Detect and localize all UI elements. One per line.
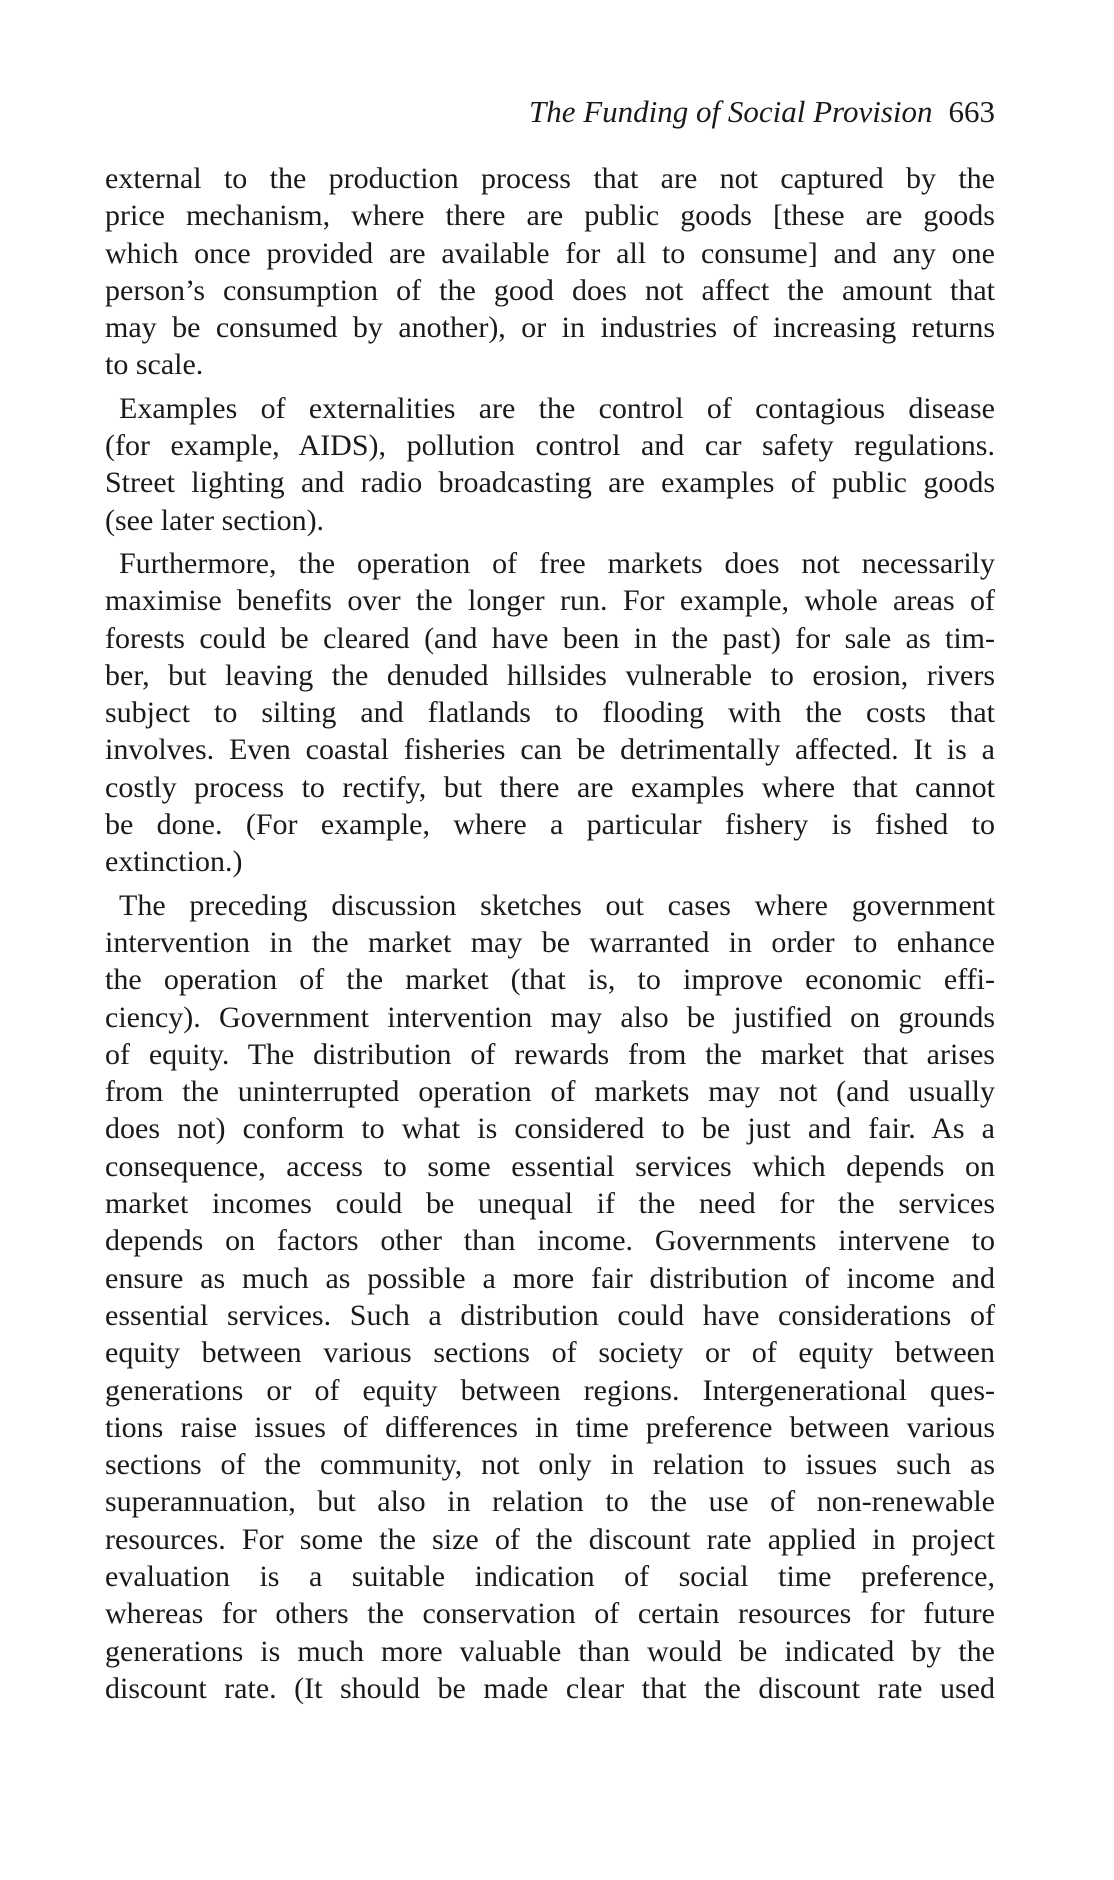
text-line: does not) conform to what is considered to be just and fair. As a [105, 1112, 995, 1146]
text-line: superannuation, but also in relation to the use of non-renewable [105, 1485, 995, 1519]
text-line: tions raise issues of differences in time preference between various [105, 1410, 995, 1444]
text-line: (see later section). [105, 503, 325, 537]
text-line: ciency). Government intervention may also be justified on grounds [105, 1000, 995, 1034]
text-line: to scale. [105, 348, 204, 382]
text-line: of equity. The distribution of rewards from the market that arises [105, 1037, 995, 1071]
paragraph-2 [105, 390, 995, 539]
text-line: whereas for others the conservation of certain resources for future [105, 1597, 995, 1631]
text-line: be done. (For example, where a particular fishery is fished to [105, 808, 995, 842]
text-line: price mechanism, where there are public goods [these are goods [105, 199, 995, 233]
text-line: generations is much more valuable than would be indicated by the [105, 1634, 995, 1668]
paragraph-4 [105, 887, 995, 1708]
text-line: external to the production process that are not captured by the [105, 162, 995, 195]
page-number: 663 [948, 94, 995, 129]
text-line: may be consumed by another), or in industries of increasing returns [105, 311, 995, 345]
running-title: The Funding of Social Provision [528, 94, 933, 129]
text-line: consequence, access to some essential services which depends on [105, 1149, 995, 1183]
text-line: subject to silting and flatlands to flooding with the costs that [105, 696, 995, 730]
text-line: Examples of externalities are the control of contagious disease [119, 391, 995, 425]
text-line: (for example, AIDS), pollution control and car safety regulations. [105, 429, 995, 463]
text-line: equity between various sections of society or of equity between [105, 1336, 995, 1370]
text-line: essential services. Such a distribution could have considerations of [105, 1298, 995, 1332]
text-line: market incomes could be unequal if the need for the services [105, 1187, 995, 1221]
paragraph-3 [105, 545, 995, 881]
text-line: which once provided are available for all to consume] and any one [105, 236, 995, 270]
text-line: intervention in the market may be warranted in order to enhance [105, 925, 995, 959]
text-line: Furthermore, the operation of free markets does not necessarily [119, 546, 995, 580]
text-line: from the uninterrupted operation of markets may not (and usually [105, 1075, 995, 1109]
text-line: the operation of the market (that is, to improve economic effi- [105, 963, 995, 997]
text-line: generations or of equity between regions. Intergenerational ques- [105, 1373, 995, 1407]
text-line: The preceding discussion sketches out cases where government [119, 888, 995, 922]
text-line: ber, but leaving the denuded hillsides vulnerable to erosion, rivers [105, 658, 995, 692]
text-line: discount rate. (It should be made clear that the discount rate used [105, 1671, 995, 1705]
text-line: costly process to rectify, but there are examples where that cannot [105, 770, 995, 804]
paragraph-1 [105, 160, 995, 384]
text-line: sections of the community, not only in relation to issues such as [105, 1448, 995, 1482]
text-line: involves. Even coastal fisheries can be detrimentally affected. It is a [105, 733, 995, 767]
text-line: forests could be cleared (and have been in the past) for sale as tim- [105, 621, 995, 655]
running-header [100, 92, 995, 132]
text-line: evaluation is a suitable indication of social time preference, [105, 1559, 995, 1593]
text-line: maximise benefits over the longer run. For example, whole areas of [105, 584, 995, 618]
text-line: extinction.) [105, 845, 243, 879]
text-line: Street lighting and radio broadcasting are examples of public goods [105, 466, 995, 500]
body-text [105, 160, 995, 1707]
text-line: person’s consumption of the good does not affect the amount that [105, 273, 995, 307]
text-line: resources. For some the size of the discount rate applied in project [105, 1522, 995, 1556]
text-line: ensure as much as possible a more fair distribution of income and [105, 1261, 995, 1295]
text-line: depends on factors other than income. Governments intervene to [105, 1224, 995, 1258]
